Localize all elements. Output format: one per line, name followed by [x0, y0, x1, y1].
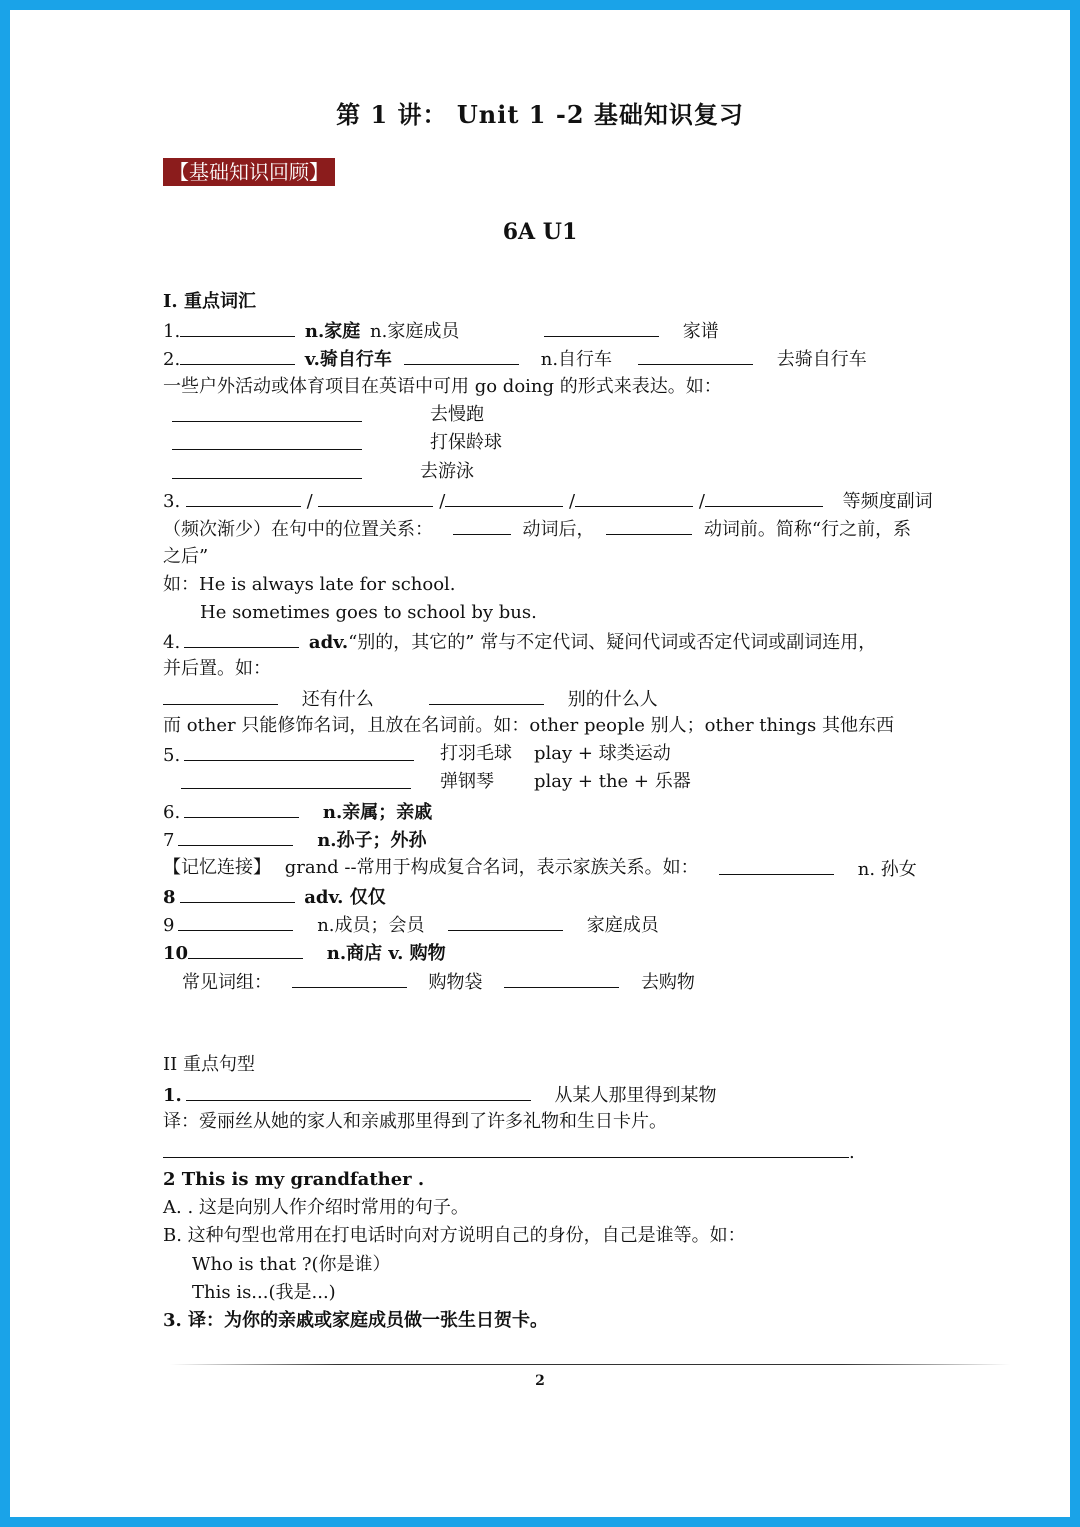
vocab-item-6: 6. n.亲属；亲戚: [163, 802, 433, 823]
answer-blank[interactable]: [453, 517, 511, 535]
vocab-item-5b-rule: play + the + 乐器: [534, 771, 691, 792]
part2-heading: II 重点句型: [163, 1054, 255, 1075]
memory-link-end: n. 孙女: [719, 857, 917, 881]
answer-blank[interactable]: [181, 771, 411, 789]
answer-blank[interactable]: [504, 970, 619, 988]
go-item-c: [172, 461, 362, 485]
unit-heading: 6A U1: [502, 219, 578, 245]
vocab-item-5b-label: 弹钢琴: [440, 771, 494, 792]
sentence-2-d: This is...(我是...): [192, 1282, 336, 1303]
example-2: He sometimes goes to school by bus.: [200, 602, 537, 623]
answer-blank[interactable]: [180, 319, 295, 337]
answer-blank[interactable]: [163, 1140, 849, 1158]
page-number: 2: [535, 1373, 545, 1389]
vocab-item-5a-rule: play + 球类运动: [534, 743, 671, 764]
note-outdoor: 一些户外活动或体育项目在英语中可用 go doing 的形式来表达。如：: [163, 376, 722, 397]
answer-blank[interactable]: [575, 489, 693, 507]
footer-divider: [170, 1364, 1010, 1365]
answer-blank[interactable]: [178, 913, 293, 931]
vocab-item-2: 2. v.骑自行车: [163, 349, 392, 370]
vocab-item-3: 3. / / / / 等频度副词: [163, 491, 933, 512]
vocab-item-10: 10 n.商店 v. 购物: [163, 943, 446, 964]
vocab-item-2c: 去骑自行车: [638, 347, 867, 371]
vocab-item-4a: 还有什么: [163, 687, 374, 711]
vocab-item-9b: 家庭成员: [448, 913, 659, 937]
other-note: 而 other 只能修饰名词，且放在名词前。如：other people 别人；other things 其他东西: [163, 715, 894, 736]
answer-blank[interactable]: [172, 461, 362, 479]
vocab-item-4-cont: 并后置。如：: [163, 658, 271, 679]
sentence-2-b: B. 这种句型也常用在打电话时向对方说明自己的身份，自己是谁等。如：: [163, 1225, 746, 1246]
answer-blank[interactable]: [184, 800, 299, 818]
answer-blank[interactable]: [429, 687, 544, 705]
answer-blank[interactable]: [638, 347, 753, 365]
sentence-1: 1. 从某人那里得到某物: [163, 1085, 717, 1106]
sentence-2-a: A. . 这是向别人作介绍时常用的句子。: [163, 1197, 469, 1218]
vocab-item-8: 8 adv. 仅仅: [163, 887, 386, 908]
vocab-item-5a: 5.: [163, 743, 414, 767]
answer-blank[interactable]: [544, 319, 659, 337]
page-title: 第 1 讲： Unit 1 -2 基础知识复习: [336, 100, 744, 129]
answer-blank[interactable]: [318, 489, 433, 507]
freq-note-end: 之后”: [163, 546, 209, 567]
sentence-2-c: Who is that ?(你是谁）: [192, 1254, 391, 1275]
answer-blank[interactable]: [404, 347, 519, 365]
answer-blank[interactable]: [184, 630, 299, 648]
sentence-2: 2 This is my grandfather .: [163, 1169, 425, 1190]
answer-blank[interactable]: [606, 517, 692, 535]
answer-blank[interactable]: [180, 885, 295, 903]
example-1: 如：He is always late for school.: [163, 574, 456, 595]
answer-blank[interactable]: [172, 432, 362, 450]
answer-blank[interactable]: [448, 913, 563, 931]
answer-blank[interactable]: [445, 489, 563, 507]
answer-blank[interactable]: [178, 828, 293, 846]
answer-blank[interactable]: [163, 687, 278, 705]
vocab-item-9: 9 n.成员；会员: [163, 915, 425, 936]
freq-note: （频次渐少）在句中的位置关系： 动词后， 动词前。简称“行之前，系: [163, 519, 912, 540]
document-page: [10, 10, 1070, 1517]
vocab-item-7: 7 n.孙子；外孙: [163, 830, 427, 851]
vocab-item-1b: 家谱: [544, 319, 719, 343]
answer-blank[interactable]: [705, 489, 823, 507]
answer-blank[interactable]: [172, 404, 362, 422]
answer-blank[interactable]: [184, 743, 414, 761]
answer-blank[interactable]: [292, 970, 407, 988]
vocab-item-4b: 别的什么人: [429, 687, 658, 711]
go-item-a: [172, 404, 362, 428]
answer-blank[interactable]: [719, 857, 834, 875]
vocab-item-5b: [181, 771, 411, 795]
go-item-b: [172, 432, 362, 456]
common-phrases: 常见词组： 购物袋 去购物: [182, 972, 695, 993]
answer-blank[interactable]: [186, 489, 301, 507]
translation-line: .: [163, 1140, 855, 1164]
go-label-b: 打保龄球: [430, 432, 502, 453]
sentence-1-translate: 译：爱丽丝从她的家人和亲戚那里得到了许多礼物和生日卡片。: [163, 1111, 667, 1132]
vocab-item-2b: n.自行车: [404, 347, 612, 371]
answer-blank[interactable]: [180, 347, 295, 365]
memory-link: 【记忆连接】 grand --常用于构成复合名词，表示家族关系。如：: [163, 857, 699, 878]
vocab-item-4: 4. adv.“别的，其它的” 常与不定代词、疑问代词或否定代词或副词连用，: [163, 632, 877, 653]
vocab-item-5a-label: 打羽毛球: [440, 743, 512, 764]
answer-blank[interactable]: [186, 1083, 531, 1101]
sentence-3: 3. 译：为你的亲戚或家庭成员做一张生日贺卡。: [163, 1310, 549, 1331]
section-tag: 【基础知识回顾】: [163, 160, 335, 185]
go-label-a: 去慢跑: [430, 404, 484, 425]
go-label-c: 去游泳: [420, 461, 474, 482]
part1-heading: I. 重点词汇: [163, 291, 256, 312]
vocab-item-1: 1. n.家庭 n.家庭成员: [163, 321, 460, 342]
answer-blank[interactable]: [188, 941, 303, 959]
